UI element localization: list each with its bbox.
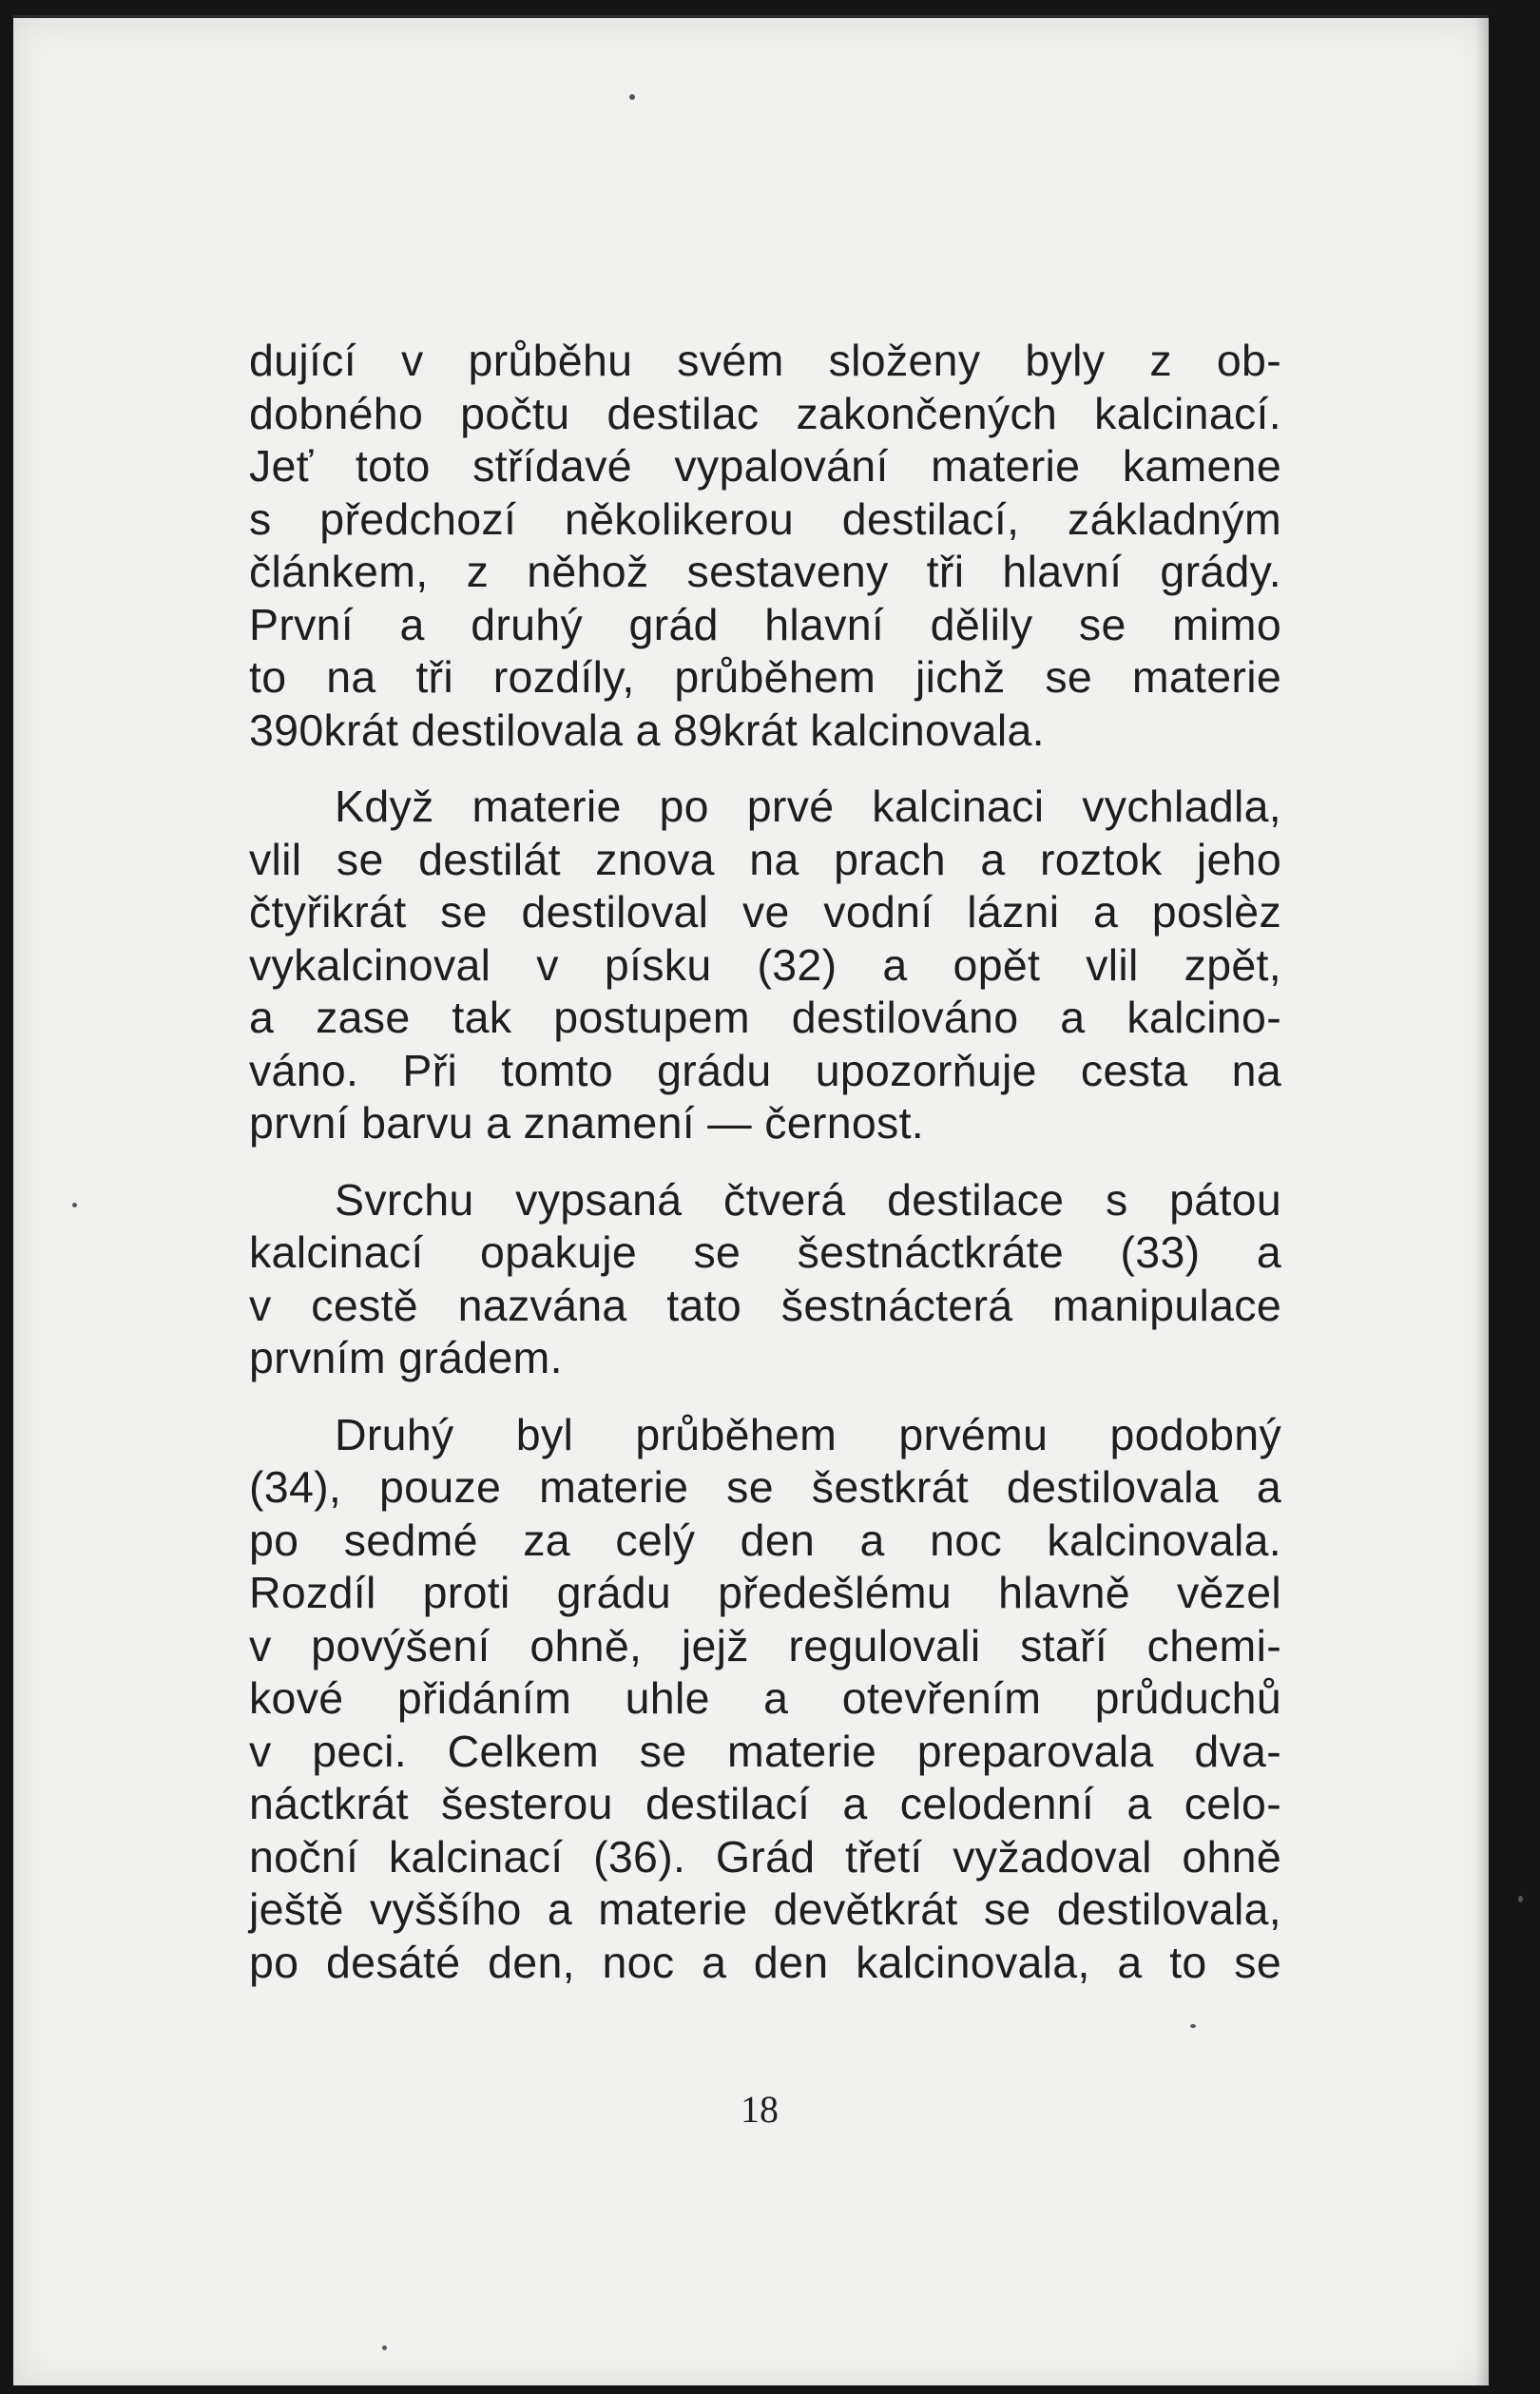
text-line: a zase tak postupem destilováno a kalcino-	[249, 993, 1281, 1042]
text-line: První a druhý grád hlavní dělily se mimo	[249, 599, 1281, 649]
text-line: noční kalcinací (36). Grád třetí vyžadoval ohně	[249, 1831, 1281, 1882]
text-line: Svrchu vypsaná čtverá destilace s pátou	[335, 1174, 1281, 1225]
text-line: náctkrát šesterou destilací a celodenní a celo-	[249, 1779, 1281, 1828]
scan-speck	[1518, 1896, 1523, 1902]
text-line: (34), pouze materie se šestkrát destilovala a	[249, 1462, 1281, 1512]
paragraph	[249, 1409, 1281, 1990]
scan-speck	[629, 94, 635, 100]
text-line: čtyřikrát se destiloval ve vodní lázni a poslèz	[249, 887, 1281, 936]
text-line: váno. Při tomto grádu upozorňuje cesta na	[249, 1045, 1281, 1095]
text-line: vykalcinoval v písku (32) a opět vlil zpět,	[249, 939, 1281, 990]
text-line: po sedmé za celý den a noc kalcinovala.	[249, 1515, 1281, 1565]
text-line: v povýšení ohně, jejž regulovali staří chemi-	[249, 1620, 1281, 1670]
paragraph	[249, 781, 1281, 1150]
text-line: první barvu a znamení — černost.	[249, 1098, 925, 1148]
text-line: v peci. Celkem se materie preparovala dva-	[249, 1726, 1281, 1776]
text-line: vlil se destilát znova na prach a roztok jeho	[249, 834, 1281, 884]
text-line: po desáté den, noc a den kalcinovala, a to se	[249, 1937, 1281, 1987]
text-line: kové přidáním uhle a otevřením průduchů	[249, 1673, 1281, 1723]
text-line: v cestě nazvána tato šestnácterá manipulace	[249, 1280, 1281, 1330]
text-line: prvním grádem.	[249, 1333, 563, 1382]
text-line: dující v průběhu svém složeny byly z ob-	[249, 336, 1281, 385]
text-line: s předchozí několikerou destilací, základným	[249, 493, 1281, 544]
text-line: Rozdíl proti grádu předešlému hlavně vězel	[249, 1568, 1281, 1617]
text-line: Když materie po prvé kalcinaci vychladla,	[335, 782, 1281, 831]
text-line: článkem, z něhož sestaveny tři hlavní grády.	[249, 547, 1281, 596]
scan-speck	[1190, 2024, 1196, 2028]
text-line: 390krát destilovala a 89krát kalcinovala.	[249, 705, 1045, 755]
text-line: dobného počtu destilac zakončených kalcinací.	[249, 388, 1281, 438]
page-edge-shadow	[1475, 18, 1489, 2385]
text-line: kalcinací opakuje se šestnáctkráte (33) a	[249, 1227, 1281, 1277]
text-line: Jeť toto střídavé vypalování materie kamene	[249, 441, 1281, 491]
body-text	[249, 335, 1281, 1989]
text-line: ještě vyššího a materie devětkrát se destilovala,	[249, 1884, 1281, 1934]
paragraph	[249, 1174, 1281, 1385]
paragraph	[249, 335, 1281, 757]
page-number: 18	[741, 2088, 779, 2131]
text-line: Druhý byl průběhem prvému podobný	[335, 1409, 1281, 1459]
scan-speck	[72, 1203, 77, 1207]
book-page	[13, 15, 1489, 2385]
text-line: to na tři rozdíly, průběhem jichž se materie	[249, 652, 1281, 702]
scan-speck	[382, 2346, 387, 2350]
